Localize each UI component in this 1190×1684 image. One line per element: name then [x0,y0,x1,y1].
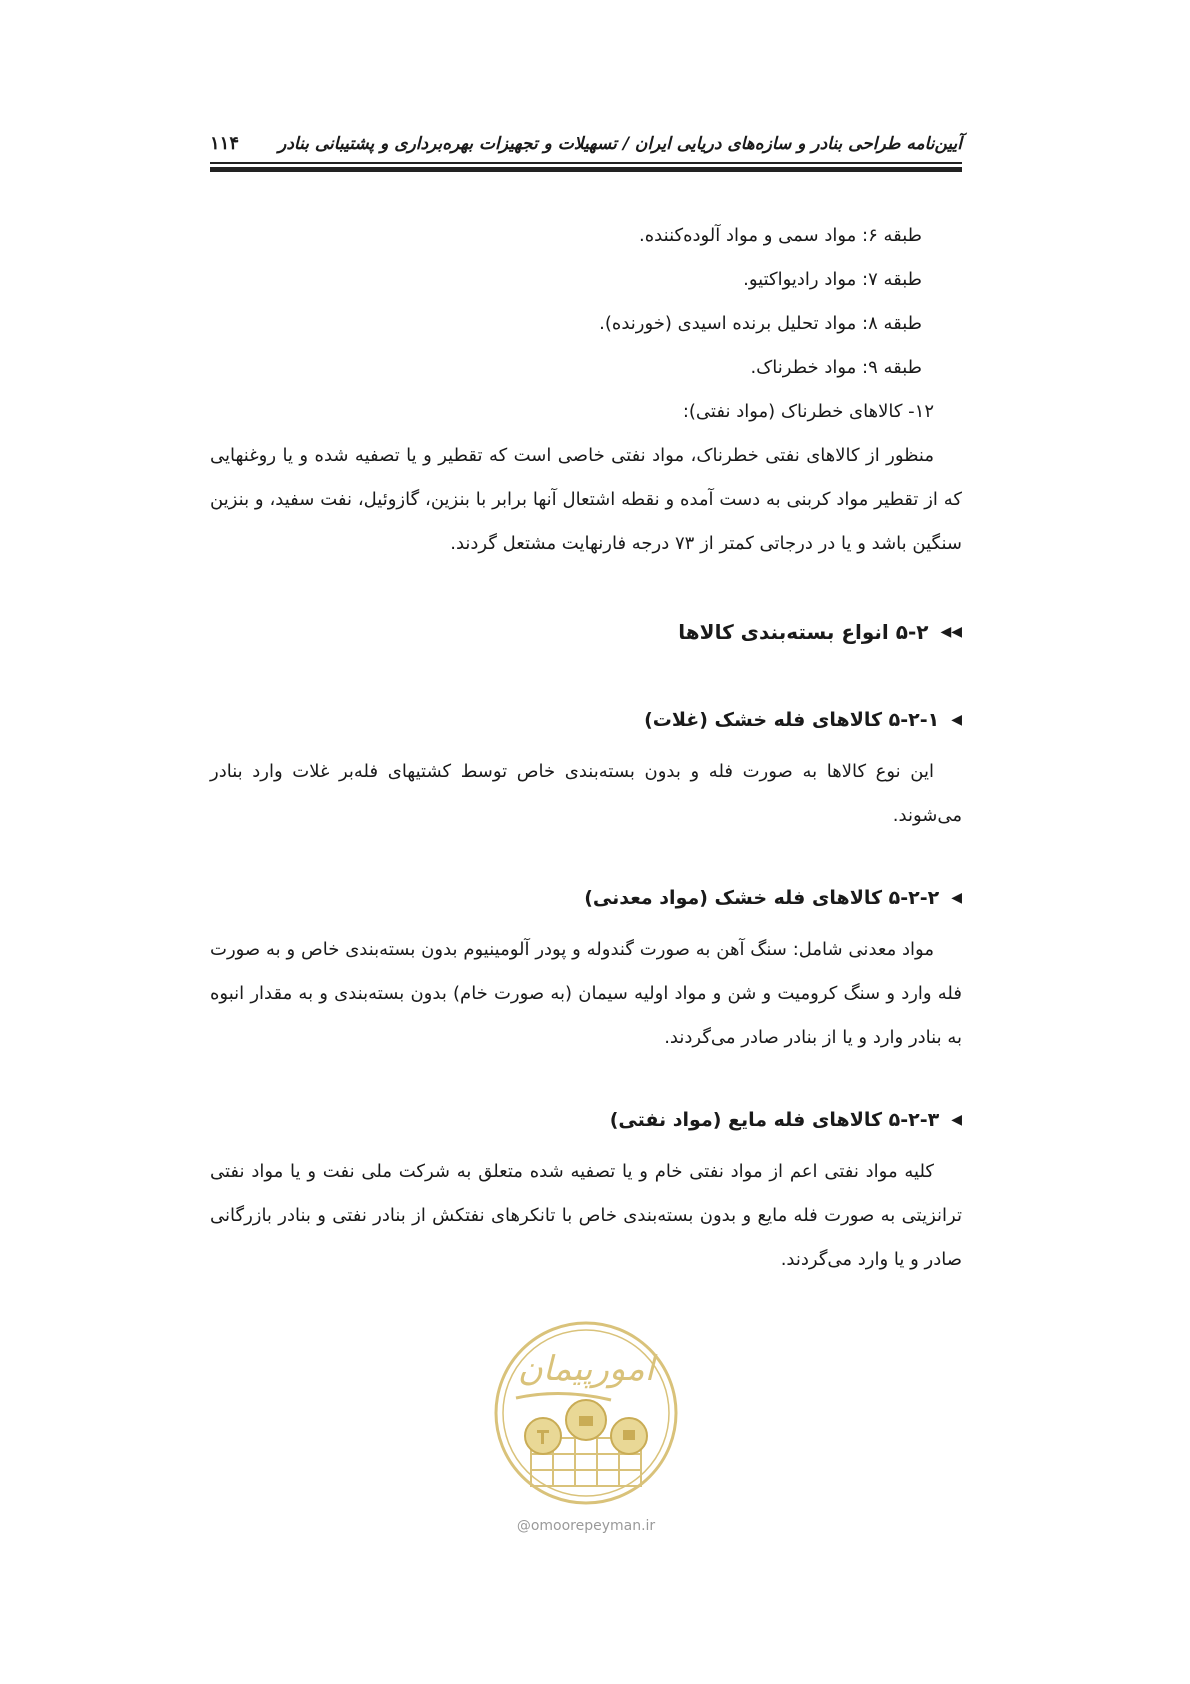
logo-script: امورپیمان [517,1349,655,1389]
page-number: ۱۱۴ [210,133,240,154]
hazard-class-7: طبقه ۷: مواد رادیواکتیو. [743,269,922,290]
omoorepeyman-seal-icon [491,1318,681,1508]
subsection-title: ۵-۲-۱ کالاهای فله خشک (غلات) [644,709,940,731]
section-title: ۵-۲ انواع بسته‌بندی کالاها [678,620,929,644]
hazard-class-8: طبقه ۸: مواد تحلیل برنده اسیدی (خورنده). [599,313,922,334]
header-rule-thin [210,162,962,164]
subsection-title: ۵-۲-۲ کالاهای فله خشک (مواد معدنی) [584,887,940,909]
arrow-icon: ◀ [951,890,962,906]
subsection-heading-5-2-2 [210,876,962,920]
subsection-paragraph-5-2-3: کلیه مواد نفتی اعم از مواد نفتی خام و یا تصفیه شده متعلق به شرکت ملی نفت و یا مواد نفتی ترانزیتی به صورت فله مایع و بدون بسته‌بندی خاص با تانکرهای نفتکش از بنادر نفتی و بنادر بازرگانی صادر و یا وارد می‌گردند. [210,1161,962,1270]
header-rule-thick [210,167,962,172]
subsection-heading-5-2-1 [210,698,962,742]
subsection-title: ۵-۲-۳ کالاهای فله مایع (مواد نفتی) [609,1109,940,1131]
watermark-url: @omoorepeyman.ir [516,1518,656,1534]
double-arrow-icon: ◀◀ [940,624,962,640]
item-12-title: ۱۲- کالاهای خطرناک (مواد نفتی): [682,401,934,422]
watermark-logo [210,1318,962,1534]
page-body [210,214,962,1282]
hazard-class-9: طبقه ۹: مواد خطرناک. [750,357,922,378]
subsection-heading-5-2-3 [210,1098,962,1142]
document-page [210,0,962,1684]
hazard-class-6: طبقه ۶: مواد سمی و مواد آلوده‌کننده. [639,225,922,246]
arrow-icon: ◀ [951,1112,962,1128]
arrow-icon: ◀ [951,712,962,728]
running-header [210,128,962,154]
section-heading-5-2 [210,610,962,654]
subsection-paragraph-5-2-2: مواد معدنی شامل: سنگ آهن به صورت گندوله و پودر آلومینیوم بدون بسته‌بندی خاص و به صورت فله وارد و سنگ کرومیت و شن و مواد اولیه سیمان (به صورت خام) بدون بسته‌بندی و به مقدار انبوه به بنادر وارد و یا از بنادر صادر می‌گردند. [210,939,962,1048]
subsection-paragraph-5-2-1: این نوع کالاها به صورت فله و بدون بسته‌بندی خاص توسط کشتیهای فله‌بر غلات وارد بنادر می‌شوند. [210,761,962,826]
header-title: آیین‌نامه طراحی بنادر و سازه‌های دریایی ایران / تسهیلات و تجهیزات بهره‌برداری و پشتیبانی بنادر [278,134,962,154]
item-12-paragraph: منظور از کالاهای نفتی خطرناک، مواد نفتی خاصی است که تقطیر و یا تصفیه شده و یا روغنهایی که از تقطیر مواد کربنی به دست آمده و نقطه اشتعال آنها برابر با بنزین، گازوئیل، نفت سفید، و بنزین سنگین باشد و یا در درجاتی کمتر از ۷۳ درجه فارنهایت مشتعل گردند. [210,445,962,554]
